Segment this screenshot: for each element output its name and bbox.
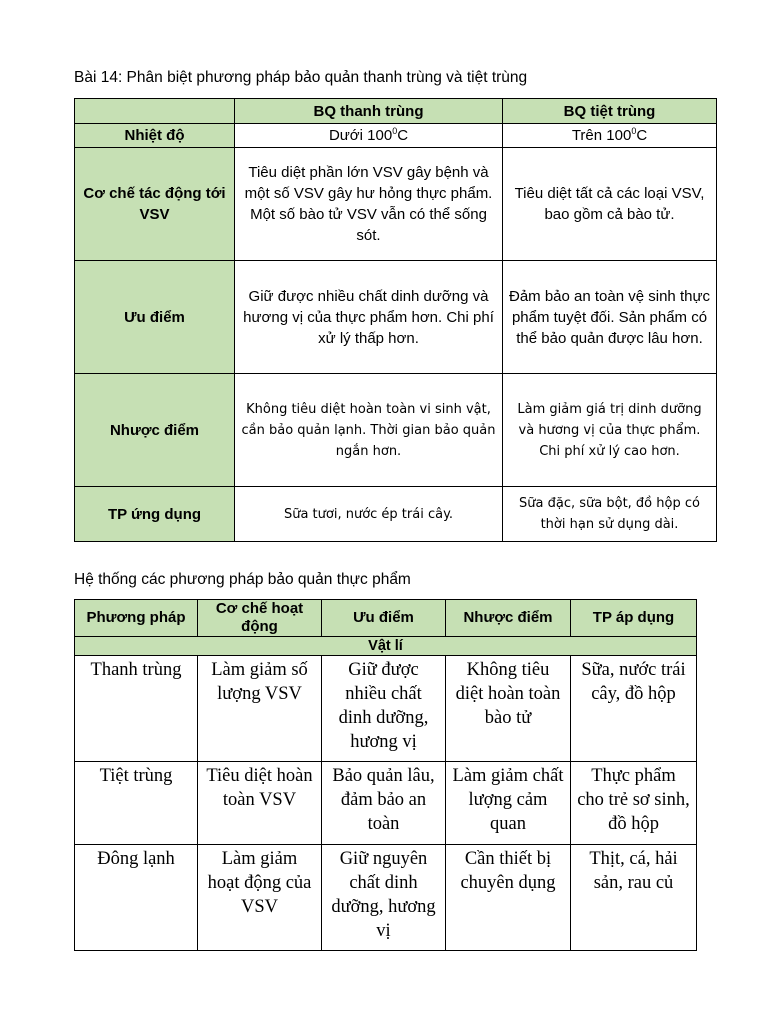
table1-cell: Đảm bảo an toàn vệ sinh thực phẩm tuyệt đối. Sản phẩm có thể bảo quản được lâu hơn. [503,261,717,374]
table-row [75,845,697,951]
table1-header-empty [75,99,235,124]
table1-cell: Tiêu diệt phần lớn VSV gây bệnh và một số VSV gây hư hỏng thực phẩm. Một số bào tử VSV vẫn có thể sống sót. [235,148,503,261]
table1-row-label-disadvantages: Nhược điểm [75,374,235,487]
page-heading-2: Hệ thống các phương pháp bảo quản thực phẩm [74,571,411,588]
table1-temp-tiet-trung [503,124,717,148]
table2-cell: Đông lạnh [75,845,198,951]
page-heading-1: Bài 14: Phân biệt phương pháp bảo quản thanh trùng và tiệt trùng [74,69,528,86]
table1-header-thanh-trung: BQ thanh trùng [235,99,503,124]
table2-cell: Bảo quản lâu, đảm bảo an toàn [322,762,446,845]
temp-unit: C [636,127,648,144]
table1-header-tiet-trung: BQ tiệt trùng [503,99,717,124]
table2-cell: Thanh trùng [75,656,198,762]
temp-unit: C [397,127,409,144]
table-row [75,656,697,762]
table1-cell: Sữa tươi, nước ép trái cây. [235,487,503,542]
methods-table [74,599,697,951]
table1-temp-thanh-trung [235,124,503,148]
table2-header-disadvantages: Nhược điểm [446,600,571,637]
table2-group-physical: Vật lí [75,637,697,656]
comparison-table [74,98,717,542]
table1-cell: Không tiêu diệt hoàn toàn vi sinh vật, cần bảo quản lạnh. Thời gian bảo quản ngắn hơn. [235,374,503,487]
table2-header-mechanism: Cơ chế hoạt động [198,600,322,637]
table1-row-label-advantages: Ưu điểm [75,261,235,374]
table2-cell: Làm giảm hoạt động của VSV [198,845,322,951]
table2-cell: Làm giảm số lượng VSV [198,656,322,762]
table2-header-method: Phương pháp [75,600,198,637]
table2-cell: Không tiêu diệt hoàn toàn bào tử [446,656,571,762]
table1-cell: Sữa đặc, sữa bột, đồ hộp có thời hạn sử dụng dài. [503,487,717,542]
table2-cell: Sữa, nước trái cây, đồ hộp [571,656,697,762]
table2-header-advantages: Ưu điểm [322,600,446,637]
table2-cell: Tiệt trùng [75,762,198,845]
table1-row-label-applications: TP ứng dụng [75,487,235,542]
table2-cell: Giữ nguyên chất dinh dưỡng, hương vị [322,845,446,951]
temp-value: Dưới 100 [328,127,393,144]
table2-header-applications: TP áp dụng [571,600,697,637]
table2-cell: Thực phẩm cho trẻ sơ sinh, đồ hộp [571,762,697,845]
table1-cell: Giữ được nhiều chất dinh dưỡng và hương vị của thực phẩm hơn. Chi phí xử lý thấp hơn. [235,261,503,374]
table2-cell: Làm giảm chất lượng cảm quan [446,762,571,845]
table2-cell: Giữ được nhiều chất dinh dưỡng, hương vị [322,656,446,762]
temp-superscript: 0 [392,126,398,136]
table1-row-label-mechanism: Cơ chế tác động tới VSV [75,148,235,261]
table1-cell: Làm giảm giá trị dinh dưỡng và hương vị của thực phẩm. Chi phí xử lý cao hơn. [503,374,717,487]
table2-cell: Tiêu diệt hoàn toàn VSV [198,762,322,845]
table-row [75,762,697,845]
temp-value: Trên 100 [571,127,632,144]
temp-superscript: 0 [631,126,637,136]
table1-row-label-temperature: Nhiệt độ [75,124,235,148]
table2-cell: Cần thiết bị chuyên dụng [446,845,571,951]
table1-cell: Tiêu diệt tất cả các loại VSV, bao gồm cả bào tử. [503,148,717,261]
table2-cell: Thịt, cá, hải sản, rau củ [571,845,697,951]
